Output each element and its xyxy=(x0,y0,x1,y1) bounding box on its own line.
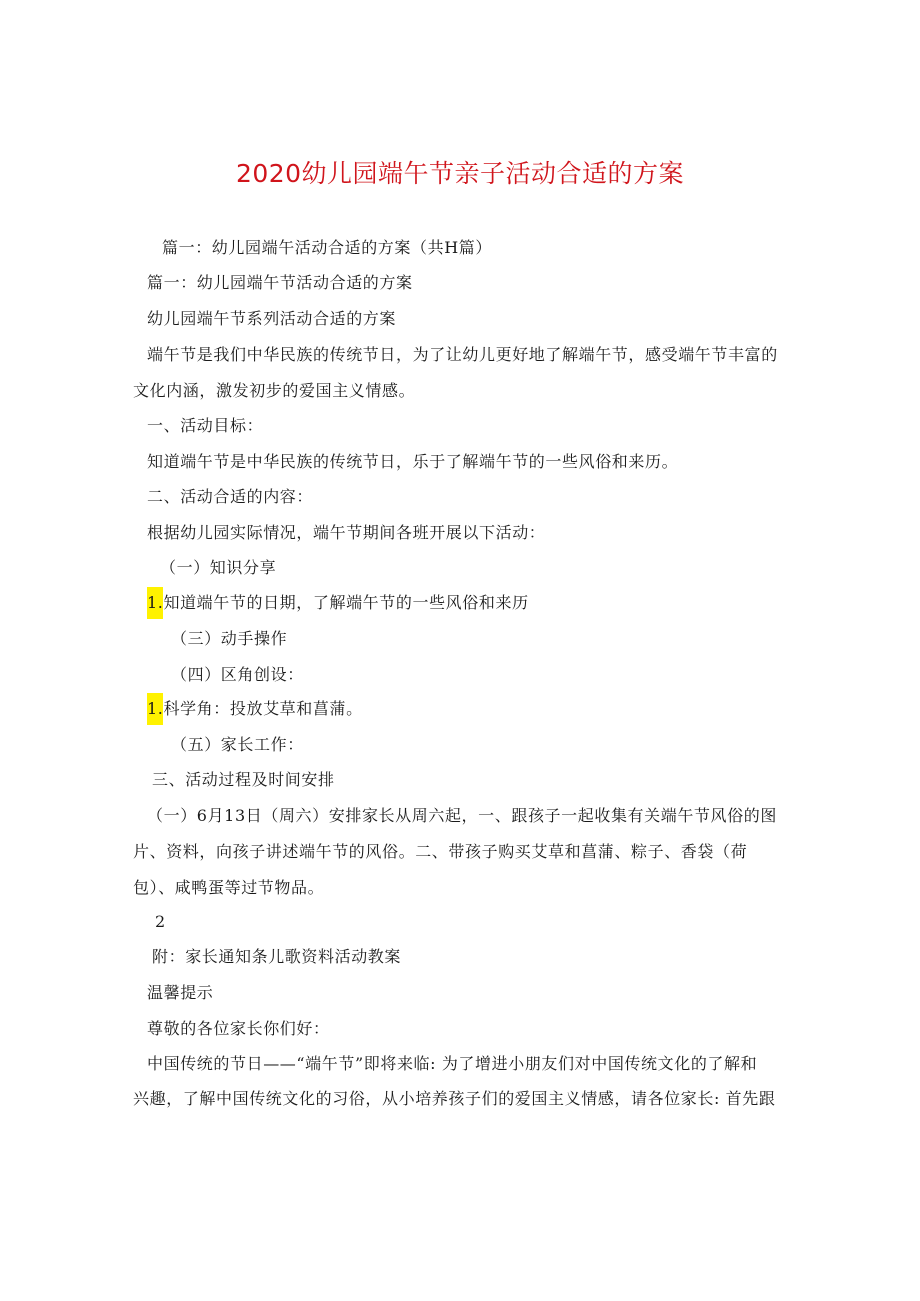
line-knowledge-share: （一）知识分享 xyxy=(160,558,277,577)
line-number-2: 2 xyxy=(155,912,166,931)
knowledge-item-text: 知道端午节的日期，了解端午节的一些风俗和来历 xyxy=(163,593,529,612)
line-schedule-2: 片、资料，向孩子讲述端午节的风俗。二、带孩子购买艾草和菖蒲、粽子、香袋（荷 xyxy=(133,842,748,861)
line-science-corner xyxy=(147,697,363,721)
science-corner-text: 科学角：投放艾草和菖蒲。 xyxy=(163,699,363,718)
line-intro-1: 端午节是我们中华民族的传统节日，为了让幼儿更好地了解端午节，感受端午节丰富的 xyxy=(147,345,778,364)
line-schedule-1: （一）6月13日（周六）安排家长从周六起，一、跟孩子一起收集有关端午节风俗的图 xyxy=(147,806,777,825)
line-knowledge-item xyxy=(147,591,529,615)
line-section-schedule: 三、活动过程及时间安排 xyxy=(152,770,335,789)
highlight-number: 1. xyxy=(147,693,163,725)
line-section-content: 二、活动合适的内容： xyxy=(147,487,314,506)
line-parent-work: （五）家长工作： xyxy=(171,735,304,754)
line-intro-2: 文化内涵，激发初步的爱国主义情感。 xyxy=(133,381,416,400)
line-section-goals: 一、活动目标： xyxy=(147,416,264,435)
line-chapter-one: 篇一：幼儿园端午节活动合适的方案 xyxy=(147,273,413,292)
line-greeting: 尊敬的各位家长你们好： xyxy=(147,1019,330,1038)
highlight-number: 1. xyxy=(147,587,163,619)
line-notice-1: 中国传统的节日——“端午节”即将来临: 为了增进小朋友们对中国传统文化的了解和 xyxy=(147,1054,758,1073)
line-chapter-heading: 篇一：幼儿园端午活动合适的方案（共H篇） xyxy=(162,238,492,257)
line-content-text: 根据幼儿园实际情况，端午节期间各班开展以下活动： xyxy=(147,523,546,542)
line-goal-text: 知道端午节是中华民族的传统节日，乐于了解端午节的一些风俗和来历。 xyxy=(147,452,679,471)
line-hands-on: （三）动手操作 xyxy=(171,629,288,648)
line-notice-heading: 温馨提示 xyxy=(147,983,214,1002)
line-schedule-3: 包）、咸鸭蛋等过节物品。 xyxy=(133,878,325,897)
line-plan-title: 幼儿园端午节系列活动合适的方案 xyxy=(147,309,397,328)
document-title: 2020幼儿园端午节亲子活动合适的方案 xyxy=(235,159,685,188)
line-notice-2: 兴趣，了解中国传统文化的习俗，从小培养孩子们的爱国主义情感，请各位家长: 首先跟 xyxy=(133,1089,776,1108)
line-area-setup: （四）区角创设： xyxy=(171,665,304,684)
line-appendix: 附：家长通知条儿歌资料活动教案 xyxy=(152,947,402,966)
